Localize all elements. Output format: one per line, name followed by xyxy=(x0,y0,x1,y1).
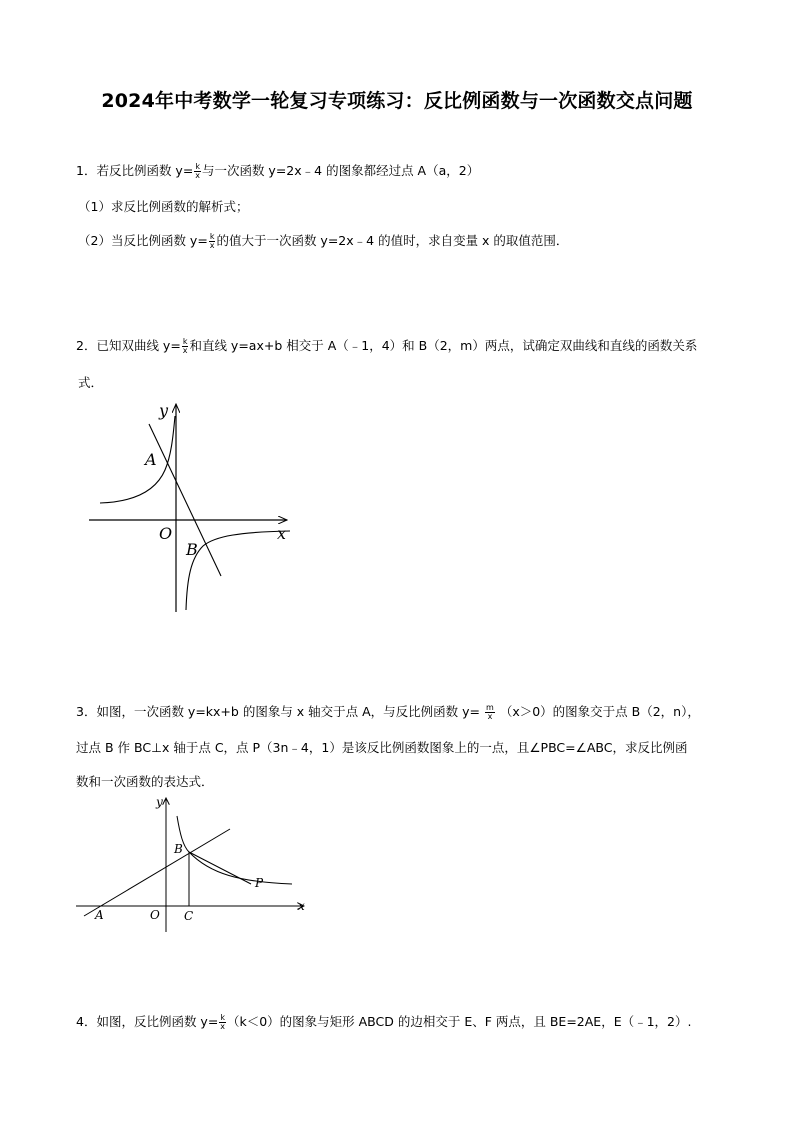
q4-text-a: 4．如图，反比例函数 y= xyxy=(76,1014,219,1029)
q3-label-c: C xyxy=(184,909,194,923)
q1-part2-text-b: 的值大于一次函数 y=2x﹣4 的值时，求自变量 x 的取值范围． xyxy=(216,233,569,248)
q1-part-1: （1）求反比例函数的解析式； xyxy=(78,199,249,214)
q1-part2-frac-den: x xyxy=(209,241,215,250)
page-title: 2024年中考数学一轮复习专项练习：反比例函数与一次函数交点问题 xyxy=(101,90,693,112)
q3-line xyxy=(84,829,230,916)
q2-line-2: 式． xyxy=(78,375,104,390)
q3-fraction xyxy=(485,704,495,721)
q1-text-a: 1．若反比例函数 y= xyxy=(76,163,194,178)
q2-figure xyxy=(85,398,300,616)
q2-text-a: 2．已知双曲线 y= xyxy=(76,338,181,353)
q3-segment-bp xyxy=(189,852,251,884)
q3-label-a: A xyxy=(95,908,104,922)
q2-frac-den: x xyxy=(182,346,188,355)
q1-part2-frac-num: k xyxy=(209,232,215,241)
q4-fraction xyxy=(219,1014,226,1031)
q4-frac-den: x xyxy=(220,1022,225,1031)
q2-line xyxy=(149,424,221,576)
q4-frac-num: k xyxy=(220,1013,225,1022)
q3-line-3: 数和一次函数的表达式． xyxy=(76,774,214,789)
question-1 xyxy=(76,163,479,180)
question-3 xyxy=(76,704,700,721)
q2-label-y: y xyxy=(159,401,169,420)
q2-label-x: x xyxy=(277,524,287,543)
q3-label-origin: O xyxy=(150,908,160,922)
q3-label-y: y xyxy=(156,795,163,809)
q2-fraction xyxy=(182,338,189,355)
q2-label-origin: O xyxy=(159,524,173,543)
question-2 xyxy=(76,338,697,355)
q3-frac-num: m xyxy=(486,703,494,712)
q1-fraction xyxy=(194,163,201,180)
q3-label-x: x xyxy=(298,899,305,913)
q1-text-b: 与一次函数 y=2x﹣4 的图象都经过点 A（a，2） xyxy=(201,163,480,178)
q3-text-a: 3．如图，一次函数 y=kx+b 的图象与 x 轴交于点 A，与反比例函数 y= xyxy=(76,704,481,719)
q3-label-b: B xyxy=(174,842,183,856)
q2-frac-num: k xyxy=(182,337,188,346)
q2-label-a: A xyxy=(145,450,157,469)
q2-label-b: B xyxy=(186,540,198,559)
q3-frac-den: x xyxy=(487,712,493,721)
q2-text-b: 和直线 y=ax+b 相交于 A（﹣1，4）和 B（2，m）两点，试确定双曲线和直线的函数关系 xyxy=(189,338,698,353)
q1-part2-fraction xyxy=(209,233,216,250)
q3-label-p: P xyxy=(255,876,264,890)
question-4 xyxy=(76,1014,692,1031)
q3-line-2: 过点 B 作 BC⊥x 轴于点 C，点 P（3n﹣4，1）是该反比例函数图象上的一点，且∠PBC=∠ABC，求反比例函 xyxy=(76,740,688,755)
q1-part2-text-a: （2）当反比例函数 y= xyxy=(78,233,208,248)
q2-hyperbola-lower-right xyxy=(186,531,290,610)
q1-frac-den: x xyxy=(195,171,200,180)
q1-frac-num: k xyxy=(195,162,200,171)
q3-text-b: （x＞0）的图象交于点 B（2，n）， xyxy=(499,704,700,719)
q4-text-b: （k＜0）的图象与矩形 ABCD 的边相交于 E、F 两点，且 BE=2AE，E（﹣1，2）. xyxy=(226,1014,692,1029)
q2-hyperbola-upper-left xyxy=(100,416,175,503)
q3-figure xyxy=(70,792,315,937)
q1-part-2 xyxy=(78,233,568,250)
